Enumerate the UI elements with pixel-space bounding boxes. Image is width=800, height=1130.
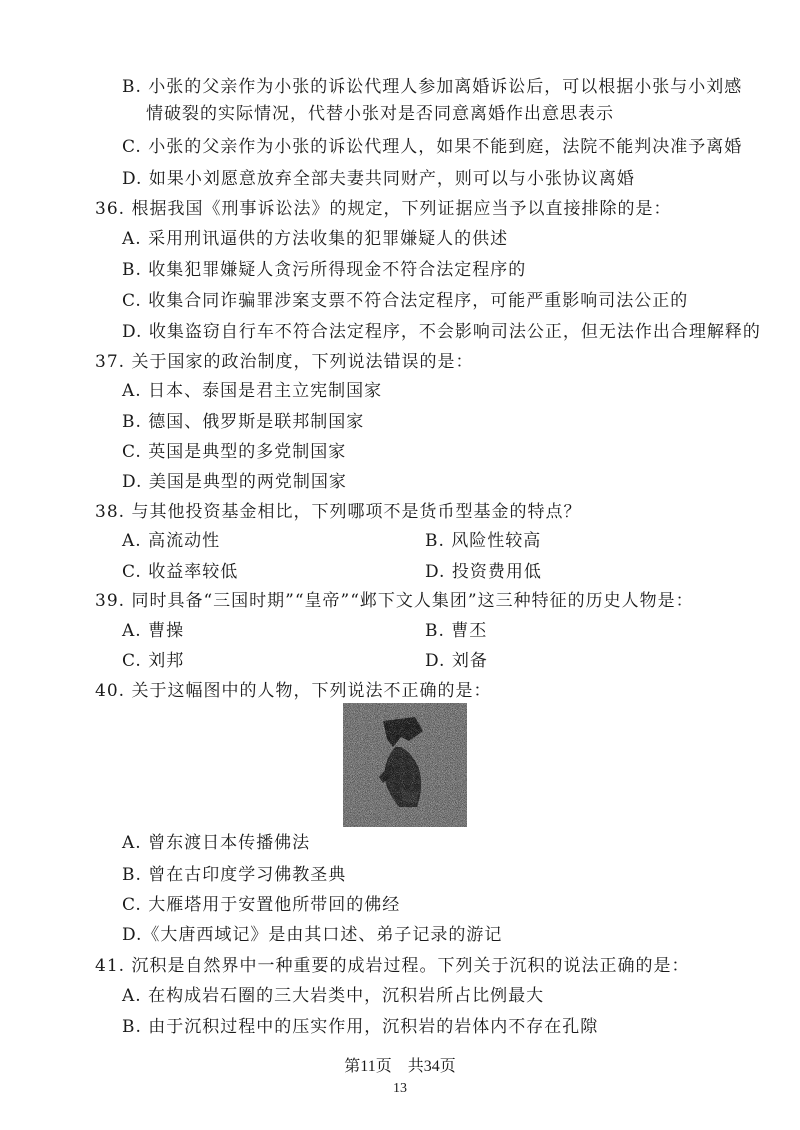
q37-option-c: C. 英国是典型的多党制国家 xyxy=(122,442,347,462)
portrait-figure xyxy=(343,703,467,827)
q37-option-a: A. 日本、泰国是君主立宪制国家 xyxy=(122,381,383,401)
q36-stem: 36. 根据我国《刑事诉讼法》的规定，下列证据应当予以直接排除的是： xyxy=(95,199,672,219)
q39-option-a: A. 曹操 xyxy=(122,621,185,641)
q38-stem: 38. 与其他投资基金相比，下列哪项不是货币型基金的特点？ xyxy=(95,502,582,522)
q38-option-a: A. 高流动性 xyxy=(122,531,221,551)
q37-option-b: B. 德国、俄罗斯是联邦制国家 xyxy=(122,412,365,432)
q37-stem: 37. 关于国家的政治制度，下列说法错误的是： xyxy=(95,352,474,372)
q38-option-b: B. 风险性较高 xyxy=(425,531,542,551)
q40-option-c: C. 大雁塔用于安置他所带回的佛经 xyxy=(122,895,401,915)
q36-option-a: A. 采用刑讯逼供的方法收集的犯罪嫌疑人的供述 xyxy=(122,229,509,249)
q40-option-a: A. 曾东渡日本传播佛法 xyxy=(122,833,311,853)
q40-option-b: B. 曾在古印度学习佛教圣典 xyxy=(122,865,347,885)
page-indicator: 第11页 共34页 xyxy=(344,1058,456,1075)
q39-option-d: D. 刘备 xyxy=(425,651,488,671)
q37-option-d: D. 美国是典型的两党制国家 xyxy=(122,472,347,492)
q36-option-d: D. 收集盗窃自行车不符合法定程序，不会影响司法公正，但无法作出合理解释的 xyxy=(122,322,761,342)
q41-option-a: A. 在构成岩石圈的三大岩类中，沉积岩所占比例最大 xyxy=(122,986,545,1006)
q40-option-d: D.《大唐西域记》是由其口述、弟子记录的游记 xyxy=(122,925,503,945)
q38-option-d: D. 投资费用低 xyxy=(425,562,542,582)
q41-stem: 41. 沉积是自然界中一种重要的成岩过程。下列关于沉积的说法正确的是： xyxy=(95,956,690,976)
q39-option-b: B. 曹丕 xyxy=(425,621,488,641)
q36-option-b: B. 收集犯罪嫌疑人贪污所得现金不符合法定程序的 xyxy=(122,260,527,280)
portrait-image xyxy=(343,703,467,827)
q38-option-c: C. 收益率较低 xyxy=(122,562,239,582)
q35-option-d: D. 如果小刘愿意放弃全部夫妻共同财产，则可以与小张协议离婚 xyxy=(122,169,635,189)
scan-page-number: 13 xyxy=(393,1081,407,1096)
q39-stem: 39. 同时具备“三国时期”“皇帝”“邺下文人集团”这三种特征的历史人物是： xyxy=(95,591,694,611)
q35-option-c: C. 小张的父亲作为小张的诉讼代理人，如果不能到庭，法院不能判决准予离婚 xyxy=(122,137,743,157)
q40-stem: 40. 关于这幅图中的人物，下列说法不正确的是： xyxy=(95,681,492,701)
q35-option-b-line1: B. 小张的父亲作为小张的诉讼代理人参加离婚诉讼后，可以根据小张与小刘感 xyxy=(122,77,743,97)
q36-option-c: C. 收集合同诈骗罪涉案支票不符合法定程序，可能严重影响司法公正的 xyxy=(122,291,689,311)
q41-option-b: B. 由于沉积过程中的压实作用，沉积岩的岩体内不存在孔隙 xyxy=(122,1017,599,1037)
q35-option-b-line2: 情破裂的实际情况，代替小张对是否同意离婚作出意思表示 xyxy=(146,104,614,124)
q39-option-c: C. 刘邦 xyxy=(122,651,185,671)
